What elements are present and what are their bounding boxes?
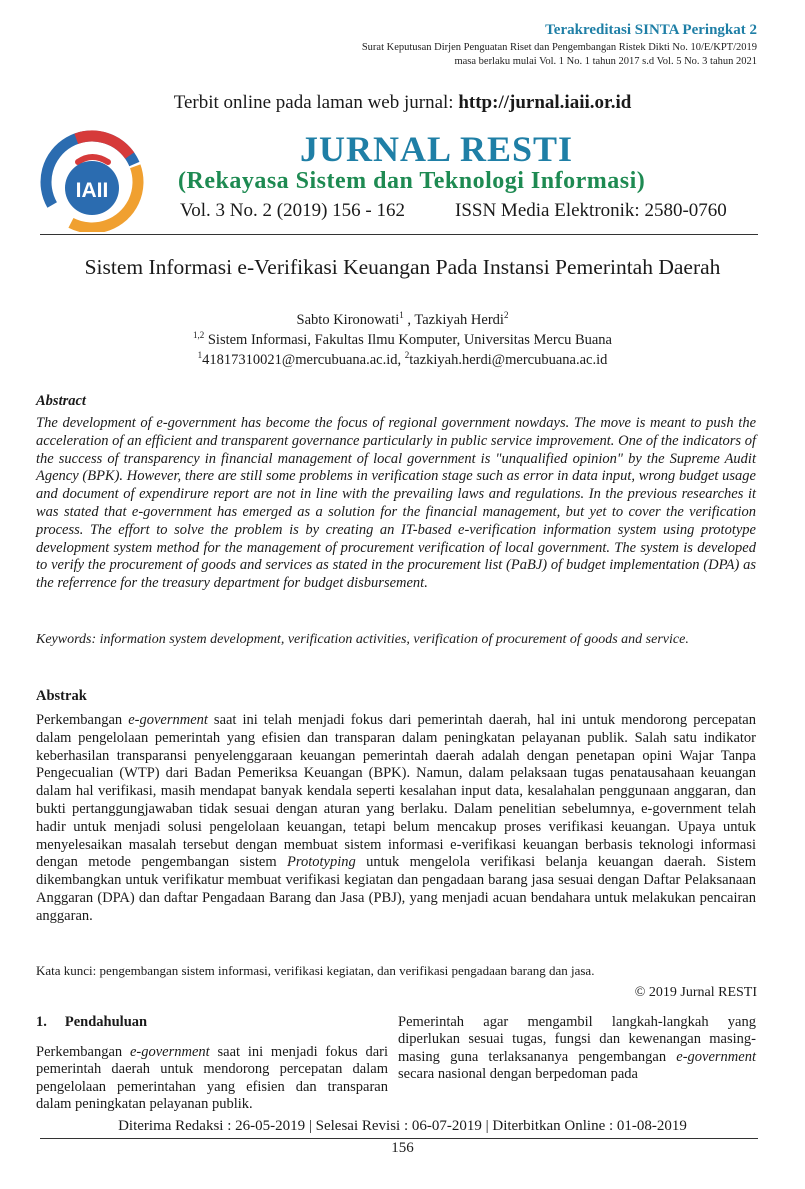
page-number: 156: [391, 1140, 414, 1156]
paper-title: Sistem Informasi e-Verifikasi Keuangan Pada Instansi Pemerintah Daerah: [84, 255, 721, 279]
journal-title: JURNAL RESTI: [300, 129, 574, 169]
abstract-body: The development of e-government has become the focus of regional government nowdays. The move is meant to push the acceleration of an efficient and transparent governance particularly in public service improvement. One of the indicators of the success of transparency in financial management of local government is "unqualified opinion" by the Supreme Audit Agency (BPK). However, there are still some problems in verification stage such as error in data input, wrong budget usage and document of expendirure report are not in line with the prevailing laws and regulations. In the previous researches it was stated that e-government has emerged as a solution for the financial management, but yet to cover the verification process. The effort to solve the problem is by creating an IT-based e-verification information system using prototype development system method for the management of procurement verification of local government. The system is developed to verify the procurement of goods and services as stated in the procurement list (PaBJ) of budget implementation (DPA) as the referrence for the treasury department for budget disbursement.: [36, 415, 756, 592]
abstract-heading: Abstract: [36, 393, 86, 409]
accreditation-validity: masa berlaku mulai Vol. 1 No. 1 tahun 2017 s.d Vol. 5 No. 3 tahun 2021: [454, 56, 757, 67]
journal-url-link[interactable]: http://jurnal.iaii.or.id: [458, 92, 632, 113]
accreditation-decree: Surat Keputusan Dirjen Penguatan Riset dan Pengembangan Ristek Dikti No. 10/E/KPT/2019: [361, 42, 757, 53]
kata-kunci-label: Kata kunci:: [36, 963, 97, 978]
iaii-logo: [40, 128, 144, 232]
author-emails: $^1$41817310021@mercubuana.ac.id, $^2$tazkiyah.herdi@mercubuana.ac.id: [197, 350, 608, 368]
abstrak-body: Perkembangan e-government saat ini telah menjadi fokus dari pemerintah daerah, hal ini untuk mendorong percepatan dalam pengelolaan pemerintah yang efisien dan transparan dalam peningkatan pelayanan publik. Salah satu indikator keberhasilan transparansi penyelenggaraan keuangan pemerintah daerah adalah dengan penetapan opini Wajar Tanpa Pengecualian (WTP) dari Badan Pemeriksa Keuangan (BPK). Namun, dalam pelaksaan tugas penatausahaan keuangan dalam hal verifikasi, masih mendapat banyak kendala seperti kesalahan input data, kesalahalan penggunaan anggaran, dan bukti pertanggungjawaban tidak sesuai dengan aturan yang berlaku. Dalam penelitian sebelumnya, e-government telah hadir untuk menjadi solusi pengelolaan keuangan, tetapi belum mencakup proses verifikasi keuangan. Upaya untuk menyelesaikan masalah tersebut dengan membuat sistem informasi e-verifikasi keuangan berbasis teknologi informasi dengan metode pengembangan sistem Prototyping untuk mengelola verifikasi belanja keuangan daerah. Sistem dikembangkan untuk verifikatur membuat verifikasi kegiatan dan pengadaan barang jasa sesuai dengan Daftar Pelaksanaan Anggaran (DPA) dan daftar Pengadaan Barang dan Jasa (PBJ), yang menjadi acuan bendahara untuk melakukan pencairan anggaran.: [36, 712, 756, 924]
section-heading: 1. Pendahuluan: [36, 1014, 148, 1030]
author-block: [0, 310, 805, 370]
header-divider: [40, 234, 758, 235]
volume-info: Vol. 3 No. 2 (2019) 156 - 162: [180, 200, 406, 221]
author-affiliation: $^{1,2}$ Sistem Informasi, Fakultas Ilmu Komputer, Universitas Mercu Buana: [192, 330, 612, 348]
kata-kunci-text: pengembangan sistem informasi, verifikasi kegiatan, dan verifikasi pengadaan barang dan jasa.: [96, 963, 595, 978]
keywords-en: [36, 631, 756, 649]
online-notice: [0, 92, 805, 114]
publication-dates: Diterima Redaksi : 26-05-2019 | Selesai Revisi : 06-07-2019 | Diterbitkan Online : 01-08-2019: [118, 1118, 687, 1134]
accreditation-title: Terakreditasi SINTA Peringkat 2: [545, 22, 757, 38]
journal-subtitle: (Rekayasa Sistem dan Teknologi Informasi): [178, 168, 646, 194]
iaii-logo-icon: [40, 128, 144, 232]
abstrak-heading: Abstrak: [36, 688, 87, 704]
keywords-label: Keywords:: [36, 632, 97, 647]
logo-text: IAII: [75, 179, 109, 202]
issn-info: ISSN Media Elektronik: 2580-0760: [455, 200, 727, 221]
keywords-text: information system development, verification activities, verification of procurement of goods and service.: [96, 632, 689, 647]
footer-divider: [40, 1138, 758, 1139]
online-prefix: Terbit online pada laman web jurnal:: [173, 92, 459, 113]
author-names: Sabto Kironowati$^1$ , Tazkiyah Herdi$^2$: [296, 310, 509, 328]
intro-right-column: Pemerintah agar mengambil langkah-langkah yang diperlukan sesuai tugas, fungsi dan kewenangan masing-masing guna terlaksananya pengembangan e-government secara nasional dengan berpedoman pada: [398, 1014, 756, 1083]
copyright-notice: © 2019 Jurnal RESTI: [634, 985, 757, 1000]
intro-left-column: Perkembangan e-government saat ini menjadi fokus dari pemerintah daerah untuk mendorong percepatan dalam pengelolaan pemerintahan yang efisien dan transparan dalam peningkatan pelayanan publik.: [36, 1044, 388, 1113]
keywords-id: [36, 962, 756, 980]
